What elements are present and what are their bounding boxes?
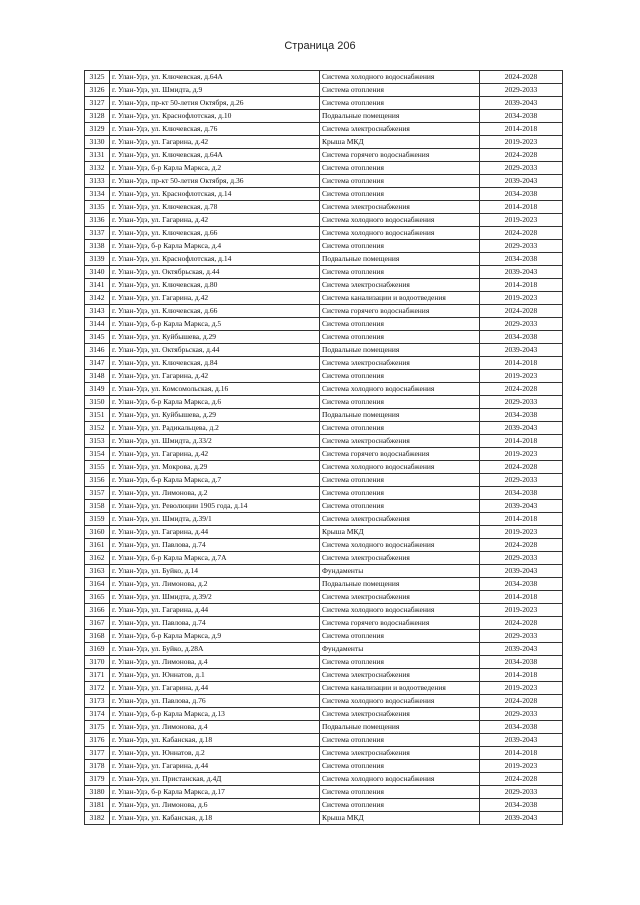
system-cell: Система отопления	[320, 266, 480, 279]
system-cell: Система отопления	[320, 630, 480, 643]
system-cell: Система холодного водоснабжения	[320, 695, 480, 708]
period-cell: 2039-2043	[480, 565, 563, 578]
system-cell: Система отопления	[320, 175, 480, 188]
system-cell: Система отопления	[320, 422, 480, 435]
period-cell: 2019-2023	[480, 682, 563, 695]
system-cell: Подвальные помещения	[320, 253, 480, 266]
row-number: 3125	[85, 71, 110, 84]
address-cell: г. Улан-Удэ, ул. Юннатов, д.1	[110, 669, 320, 682]
period-cell: 2024-2028	[480, 305, 563, 318]
period-cell: 2029-2033	[480, 240, 563, 253]
system-cell: Система электроснабжения	[320, 747, 480, 760]
table-row	[85, 175, 563, 188]
system-cell: Фундаменты	[320, 643, 480, 656]
period-cell: 2014-2018	[480, 747, 563, 760]
address-cell: г. Улан-Удэ, ул. Ключевская, д.84	[110, 357, 320, 370]
address-cell: г. Улан-Удэ, ул. Кабанская, д.18	[110, 812, 320, 825]
system-cell: Система отопления	[320, 500, 480, 513]
address-cell: г. Улан-Удэ, ул. Лимонова, д.4	[110, 656, 320, 669]
row-number: 3142	[85, 292, 110, 305]
table-row	[85, 409, 563, 422]
period-cell: 2039-2043	[480, 643, 563, 656]
table-row	[85, 201, 563, 214]
period-cell: 2024-2028	[480, 695, 563, 708]
period-cell: 2039-2043	[480, 175, 563, 188]
address-cell: г. Улан-Удэ, б-р Карла Маркса, д.6	[110, 396, 320, 409]
system-cell: Крыша МКД	[320, 812, 480, 825]
system-cell: Система электроснабжения	[320, 708, 480, 721]
row-number: 3131	[85, 149, 110, 162]
table-row	[85, 227, 563, 240]
table-row	[85, 357, 563, 370]
address-cell: г. Улан-Удэ, ул. Ключевская, д.78	[110, 201, 320, 214]
row-number: 3179	[85, 773, 110, 786]
address-cell: г. Улан-Удэ, ул. Павлова, д.76	[110, 695, 320, 708]
period-cell: 2034-2038	[480, 188, 563, 201]
row-number: 3163	[85, 565, 110, 578]
address-cell: г. Улан-Удэ, ул. Лимонова, д.2	[110, 578, 320, 591]
row-number: 3175	[85, 721, 110, 734]
row-number: 3154	[85, 448, 110, 461]
system-cell: Система отопления	[320, 786, 480, 799]
row-number: 3137	[85, 227, 110, 240]
system-cell: Система электроснабжения	[320, 552, 480, 565]
period-cell: 2039-2043	[480, 734, 563, 747]
table-row	[85, 604, 563, 617]
row-number: 3136	[85, 214, 110, 227]
address-cell: г. Улан-Удэ, ул. Революции 1905 года, д.14	[110, 500, 320, 513]
table-row	[85, 539, 563, 552]
table-row	[85, 136, 563, 149]
address-cell: г. Улан-Удэ, ул. Шмидта, д.33/2	[110, 435, 320, 448]
system-cell: Система отопления	[320, 331, 480, 344]
period-cell: 2024-2028	[480, 383, 563, 396]
row-number: 3130	[85, 136, 110, 149]
period-cell: 2024-2028	[480, 71, 563, 84]
address-cell: г. Улан-Удэ, ул. Куйбышева, д.29	[110, 331, 320, 344]
table-row	[85, 422, 563, 435]
row-number: 3161	[85, 539, 110, 552]
row-number: 3152	[85, 422, 110, 435]
row-number: 3180	[85, 786, 110, 799]
row-number: 3167	[85, 617, 110, 630]
address-cell: г. Улан-Удэ, ул. Ключевская, д.64А	[110, 71, 320, 84]
row-number: 3143	[85, 305, 110, 318]
row-number: 3151	[85, 409, 110, 422]
table-row	[85, 617, 563, 630]
table-row	[85, 669, 563, 682]
row-number: 3141	[85, 279, 110, 292]
row-number: 3178	[85, 760, 110, 773]
period-cell: 2029-2033	[480, 708, 563, 721]
period-cell: 2039-2043	[480, 97, 563, 110]
row-number: 3134	[85, 188, 110, 201]
period-cell: 2039-2043	[480, 422, 563, 435]
system-cell: Система электроснабжения	[320, 279, 480, 292]
row-number: 3132	[85, 162, 110, 175]
period-cell: 2019-2023	[480, 136, 563, 149]
row-number: 3170	[85, 656, 110, 669]
period-cell: 2029-2033	[480, 474, 563, 487]
row-number: 3171	[85, 669, 110, 682]
system-cell: Система отопления	[320, 240, 480, 253]
table-row	[85, 760, 563, 773]
row-number: 3133	[85, 175, 110, 188]
row-number: 3159	[85, 513, 110, 526]
address-cell: г. Улан-Удэ, ул. Шмидта, д.39/1	[110, 513, 320, 526]
period-cell: 2029-2033	[480, 84, 563, 97]
table-row	[85, 695, 563, 708]
row-number: 3150	[85, 396, 110, 409]
address-cell: г. Улан-Удэ, ул. Шмидта, д.9	[110, 84, 320, 97]
table-body	[85, 71, 563, 825]
system-cell: Система канализации и водоотведения	[320, 682, 480, 695]
address-cell: г. Улан-Удэ, б-р Карла Маркса, д.4	[110, 240, 320, 253]
row-number: 3174	[85, 708, 110, 721]
address-cell: г. Улан-Удэ, ул. Гагарина, д.44	[110, 526, 320, 539]
address-cell: г. Улан-Удэ, ул. Буйко, д.14	[110, 565, 320, 578]
table-row	[85, 526, 563, 539]
period-cell: 2034-2038	[480, 578, 563, 591]
address-cell: г. Улан-Удэ, ул. Краснофлотская, д.10	[110, 110, 320, 123]
period-cell: 2024-2028	[480, 227, 563, 240]
row-number: 3146	[85, 344, 110, 357]
system-cell: Система электроснабжения	[320, 123, 480, 136]
system-cell: Система отопления	[320, 188, 480, 201]
table-row	[85, 474, 563, 487]
system-cell: Система электроснабжения	[320, 669, 480, 682]
address-cell: г. Улан-Удэ, ул. Павлова, д.74	[110, 617, 320, 630]
repair-schedule-table	[84, 70, 563, 825]
address-cell: г. Улан-Удэ, ул. Лимонова, д.4	[110, 721, 320, 734]
address-cell: г. Улан-Удэ, пр-кт 50-летия Октября, д.36	[110, 175, 320, 188]
period-cell: 2039-2043	[480, 500, 563, 513]
period-cell: 2014-2018	[480, 279, 563, 292]
page-title: Страница 206	[284, 40, 356, 52]
period-cell: 2019-2023	[480, 370, 563, 383]
address-cell: г. Улан-Удэ, ул. Комсомольская, д.16	[110, 383, 320, 396]
table-row	[85, 773, 563, 786]
table-row	[85, 292, 563, 305]
row-number: 3160	[85, 526, 110, 539]
address-cell: г. Улан-Удэ, б-р Карла Маркса, д.13	[110, 708, 320, 721]
address-cell: г. Улан-Удэ, ул. Гагарина, д.42	[110, 214, 320, 227]
address-cell: г. Улан-Удэ, ул. Мокрова, д.29	[110, 461, 320, 474]
period-cell: 2014-2018	[480, 435, 563, 448]
period-cell: 2024-2028	[480, 461, 563, 474]
period-cell: 2014-2018	[480, 591, 563, 604]
table-row	[85, 500, 563, 513]
system-cell: Система отопления	[320, 734, 480, 747]
period-cell: 2019-2023	[480, 526, 563, 539]
period-cell: 2029-2033	[480, 552, 563, 565]
address-cell: г. Улан-Удэ, ул. Куйбышева, д.29	[110, 409, 320, 422]
system-cell: Система горячего водоснабжения	[320, 617, 480, 630]
period-cell: 2019-2023	[480, 604, 563, 617]
row-number: 3168	[85, 630, 110, 643]
table-row	[85, 786, 563, 799]
address-cell: г. Улан-Удэ, пр-кт 50-летия Октября, д.26	[110, 97, 320, 110]
system-cell: Подвальные помещения	[320, 344, 480, 357]
table-row	[85, 799, 563, 812]
address-cell: г. Улан-Удэ, ул. Лимонова, д.2	[110, 487, 320, 500]
system-cell: Система отопления	[320, 487, 480, 500]
system-cell: Система горячего водоснабжения	[320, 305, 480, 318]
table-row	[85, 734, 563, 747]
table-row	[85, 552, 563, 565]
system-cell: Система электроснабжения	[320, 201, 480, 214]
address-cell: г. Улан-Удэ, ул. Ключевская, д.66	[110, 305, 320, 318]
table-row	[85, 812, 563, 825]
row-number: 3139	[85, 253, 110, 266]
table-row	[85, 84, 563, 97]
row-number: 3127	[85, 97, 110, 110]
system-cell: Система отопления	[320, 656, 480, 669]
period-cell: 2024-2028	[480, 539, 563, 552]
system-cell: Крыша МКД	[320, 136, 480, 149]
period-cell: 2039-2043	[480, 344, 563, 357]
row-number: 3162	[85, 552, 110, 565]
table-row	[85, 71, 563, 84]
period-cell: 2014-2018	[480, 357, 563, 370]
system-cell: Система электроснабжения	[320, 591, 480, 604]
system-cell: Подвальные помещения	[320, 721, 480, 734]
system-cell: Система отопления	[320, 97, 480, 110]
period-cell: 2024-2028	[480, 149, 563, 162]
address-cell: г. Улан-Удэ, ул. Краснофлотская, д.14	[110, 253, 320, 266]
period-cell: 2034-2038	[480, 409, 563, 422]
system-cell: Система холодного водоснабжения	[320, 214, 480, 227]
period-cell: 2034-2038	[480, 721, 563, 734]
row-number: 3128	[85, 110, 110, 123]
row-number: 3157	[85, 487, 110, 500]
table-row	[85, 578, 563, 591]
system-cell: Система горячего водоснабжения	[320, 149, 480, 162]
table-row	[85, 708, 563, 721]
period-cell: 2039-2043	[480, 812, 563, 825]
row-number: 3129	[85, 123, 110, 136]
address-cell: г. Улан-Удэ, ул. Гагарина, д.42	[110, 370, 320, 383]
system-cell: Система отопления	[320, 396, 480, 409]
system-cell: Система холодного водоснабжения	[320, 71, 480, 84]
table-row	[85, 370, 563, 383]
system-cell: Система холодного водоснабжения	[320, 383, 480, 396]
address-cell: г. Улан-Удэ, ул. Гагарина, д.42	[110, 448, 320, 461]
table-row	[85, 253, 563, 266]
table-row	[85, 487, 563, 500]
address-cell: г. Улан-Удэ, ул. Ключевская, д.76	[110, 123, 320, 136]
system-cell: Система отопления	[320, 370, 480, 383]
table-row	[85, 682, 563, 695]
period-cell: 2014-2018	[480, 201, 563, 214]
table-row	[85, 383, 563, 396]
system-cell: Система горячего водоснабжения	[320, 448, 480, 461]
period-cell: 2019-2023	[480, 760, 563, 773]
address-cell: г. Улан-Удэ, ул. Юннатов, д.2	[110, 747, 320, 760]
period-cell: 2029-2033	[480, 162, 563, 175]
system-cell: Система электроснабжения	[320, 435, 480, 448]
table-row	[85, 188, 563, 201]
period-cell: 2019-2023	[480, 448, 563, 461]
address-cell: г. Улан-Удэ, б-р Карла Маркса, д.7А	[110, 552, 320, 565]
address-cell: г. Улан-Удэ, ул. Гагарина, д.44	[110, 682, 320, 695]
table-row	[85, 240, 563, 253]
address-cell: г. Улан-Удэ, ул. Гагарина, д.44	[110, 760, 320, 773]
row-number: 3126	[85, 84, 110, 97]
system-cell: Крыша МКД	[320, 526, 480, 539]
address-cell: г. Улан-Удэ, б-р Карла Маркса, д.9	[110, 630, 320, 643]
row-number: 3158	[85, 500, 110, 513]
row-number: 3172	[85, 682, 110, 695]
table-row	[85, 123, 563, 136]
system-cell: Система отопления	[320, 760, 480, 773]
table-row	[85, 591, 563, 604]
table-row	[85, 630, 563, 643]
address-cell: г. Улан-Удэ, ул. Ключевская, д.80	[110, 279, 320, 292]
table-row	[85, 448, 563, 461]
row-number: 3138	[85, 240, 110, 253]
address-cell: г. Улан-Удэ, ул. Буйко, д.28А	[110, 643, 320, 656]
period-cell: 2014-2018	[480, 669, 563, 682]
address-cell: г. Улан-Удэ, ул. Краснофлотская, д.14	[110, 188, 320, 201]
period-cell: 2034-2038	[480, 253, 563, 266]
system-cell: Система канализации и водоотведения	[320, 292, 480, 305]
period-cell: 2029-2033	[480, 318, 563, 331]
system-cell: Система отопления	[320, 474, 480, 487]
row-number: 3164	[85, 578, 110, 591]
period-cell: 2019-2023	[480, 214, 563, 227]
system-cell: Подвальные помещения	[320, 578, 480, 591]
system-cell: Система холодного водоснабжения	[320, 461, 480, 474]
table-row	[85, 149, 563, 162]
table-row	[85, 565, 563, 578]
period-cell: 2024-2028	[480, 617, 563, 630]
period-cell: 2029-2033	[480, 396, 563, 409]
period-cell: 2039-2043	[480, 266, 563, 279]
table-row	[85, 162, 563, 175]
system-cell: Система холодного водоснабжения	[320, 604, 480, 617]
system-cell: Система холодного водоснабжения	[320, 773, 480, 786]
period-cell: 2014-2018	[480, 513, 563, 526]
system-cell: Система отопления	[320, 84, 480, 97]
table-row	[85, 344, 563, 357]
system-cell: Подвальные помещения	[320, 110, 480, 123]
row-number: 3181	[85, 799, 110, 812]
system-cell: Система холодного водоснабжения	[320, 539, 480, 552]
period-cell: 2034-2038	[480, 487, 563, 500]
table-row	[85, 656, 563, 669]
row-number: 3149	[85, 383, 110, 396]
table-row	[85, 318, 563, 331]
address-cell: г. Улан-Удэ, ул. Ключевская, д.66	[110, 227, 320, 240]
address-cell: г. Улан-Удэ, б-р Карла Маркса, д.17	[110, 786, 320, 799]
row-number: 3140	[85, 266, 110, 279]
row-number: 3145	[85, 331, 110, 344]
address-cell: г. Улан-Удэ, ул. Шмидта, д.39/2	[110, 591, 320, 604]
period-cell: 2024-2028	[480, 773, 563, 786]
table-row	[85, 747, 563, 760]
row-number: 3147	[85, 357, 110, 370]
table-row	[85, 305, 563, 318]
address-cell: г. Улан-Удэ, ул. Октябрьская, д.44	[110, 344, 320, 357]
row-number: 3173	[85, 695, 110, 708]
period-cell: 2029-2033	[480, 786, 563, 799]
row-number: 3182	[85, 812, 110, 825]
row-number: 3135	[85, 201, 110, 214]
address-cell: г. Улан-Удэ, ул. Лимонова, д.6	[110, 799, 320, 812]
period-cell: 2034-2038	[480, 331, 563, 344]
system-cell: Система электроснабжения	[320, 513, 480, 526]
address-cell: г. Улан-Удэ, ул. Гагарина, д.44	[110, 604, 320, 617]
row-number: 3153	[85, 435, 110, 448]
system-cell: Система отопления	[320, 799, 480, 812]
system-cell: Фундаменты	[320, 565, 480, 578]
address-cell: г. Улан-Удэ, ул. Радикальцева, д.2	[110, 422, 320, 435]
system-cell: Система отопления	[320, 162, 480, 175]
row-number: 3144	[85, 318, 110, 331]
row-number: 3176	[85, 734, 110, 747]
table-row	[85, 396, 563, 409]
table-row	[85, 331, 563, 344]
address-cell: г. Улан-Удэ, ул. Пристанская, д.4Д	[110, 773, 320, 786]
address-cell: г. Улан-Удэ, ул. Гагарина, д.42	[110, 292, 320, 305]
row-number: 3165	[85, 591, 110, 604]
table-row	[85, 513, 563, 526]
address-cell: г. Улан-Удэ, ул. Павлова, д.74	[110, 539, 320, 552]
table-row	[85, 266, 563, 279]
address-cell: г. Улан-Удэ, б-р Карла Маркса, д.5	[110, 318, 320, 331]
table-row	[85, 721, 563, 734]
row-number: 3148	[85, 370, 110, 383]
period-cell: 2034-2038	[480, 110, 563, 123]
system-cell: Система холодного водоснабжения	[320, 227, 480, 240]
period-cell: 2034-2038	[480, 799, 563, 812]
period-cell: 2014-2018	[480, 123, 563, 136]
system-cell: Система отопления	[320, 318, 480, 331]
table-row	[85, 279, 563, 292]
table-row	[85, 214, 563, 227]
period-cell: 2019-2023	[480, 292, 563, 305]
address-cell: г. Улан-Удэ, б-р Карла Маркса, д.7	[110, 474, 320, 487]
row-number: 3169	[85, 643, 110, 656]
row-number: 3177	[85, 747, 110, 760]
table-row	[85, 97, 563, 110]
address-cell: г. Улан-Удэ, ул. Октябрьская, д.44	[110, 266, 320, 279]
system-cell: Система электроснабжения	[320, 357, 480, 370]
period-cell: 2034-2038	[480, 656, 563, 669]
row-number: 3155	[85, 461, 110, 474]
table-row	[85, 435, 563, 448]
period-cell: 2029-2033	[480, 630, 563, 643]
row-number: 3156	[85, 474, 110, 487]
address-cell: г. Улан-Удэ, ул. Кабанская, д.18	[110, 734, 320, 747]
system-cell: Подвальные помещения	[320, 409, 480, 422]
address-cell: г. Улан-Удэ, б-р Карла Маркса, д.2	[110, 162, 320, 175]
row-number: 3166	[85, 604, 110, 617]
table-row	[85, 110, 563, 123]
table-row	[85, 461, 563, 474]
table-row	[85, 643, 563, 656]
address-cell: г. Улан-Удэ, ул. Ключевская, д.64А	[110, 149, 320, 162]
address-cell: г. Улан-Удэ, ул. Гагарина, д.42	[110, 136, 320, 149]
